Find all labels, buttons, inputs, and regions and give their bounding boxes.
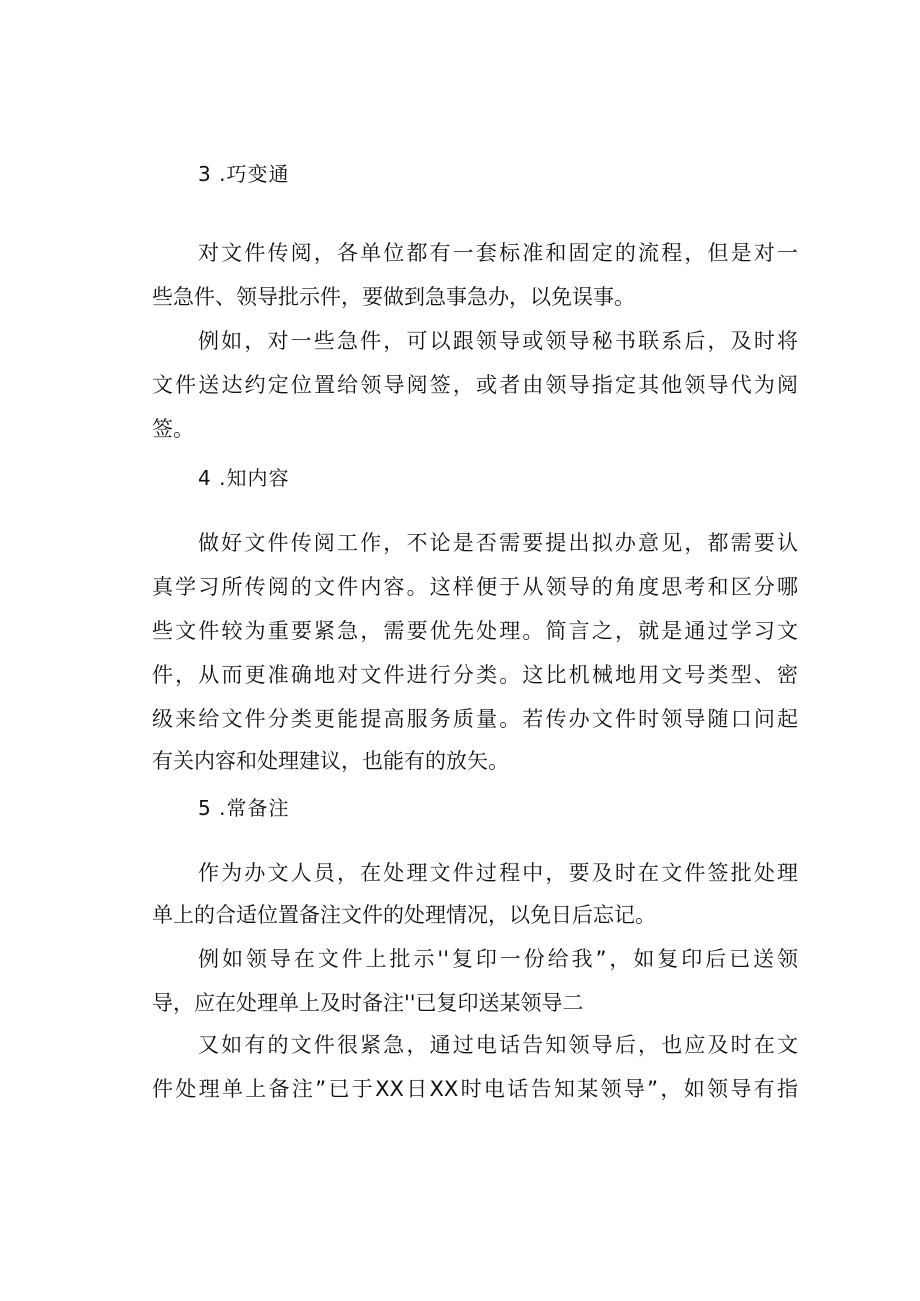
paragraph-line: 文件送达约定位置给领导阅签，或者由领导指定其他领导代为阅	[152, 373, 798, 397]
paragraph-line: 作为办文人员，在处理文件过程中，要及时在文件签批处理	[198, 861, 798, 885]
paragraph-line: 对文件传阅，各单位都有一套标准和固定的流程，但是对一	[198, 241, 798, 265]
paragraph-line: 导，应在处理单上及时备注''已复印送某领导二	[152, 991, 584, 1015]
paragraph-line: 有关内容和处理建议，也能有的放矢。	[152, 749, 509, 773]
section-heading-3: 3 .巧变通	[198, 162, 290, 186]
paragraph-line: 签。	[152, 417, 194, 441]
paragraph-line: 件处理单上备注”已于XX日XX时电话告知某领导”，如领导有指	[152, 1077, 798, 1101]
paragraph-line: 又如有的文件很紧急，通过电话告知领导后，也应及时在文	[198, 1033, 798, 1057]
paragraph-line: 真学习所传阅的文件内容。这样便于从领导的角度思考和区分哪	[152, 575, 798, 599]
paragraph-line: 级来给文件分类更能提高服务质量。若传办文件时领导随口问起	[152, 707, 798, 731]
paragraph-line: 例如，对一些急件，可以跟领导或领导秘书联系后，及时将	[198, 329, 798, 353]
paragraph-line: 例如领导在文件上批示''复印一份给我”，如复印后已送领	[198, 947, 798, 971]
paragraph-line: 些急件、领导批示件，要做到急事急办，以免误事。	[152, 285, 635, 309]
paragraph-line: 些文件较为重要紧急，需要优先处理。简言之，就是通过学习文	[152, 619, 798, 643]
section-heading-4: 4 .知内容	[198, 466, 290, 490]
paragraph-line: 件，从而更准确地对文件进行分类。这比机械地用文号类型、密	[152, 663, 798, 687]
section-heading-5: 5 .常备注	[198, 796, 290, 820]
paragraph-line: 单上的合适位置备注文件的处理情况，以免日后忘记。	[152, 903, 656, 927]
paragraph-line: 做好文件传阅工作，不论是否需要提出拟办意见，都需要认	[198, 531, 798, 555]
